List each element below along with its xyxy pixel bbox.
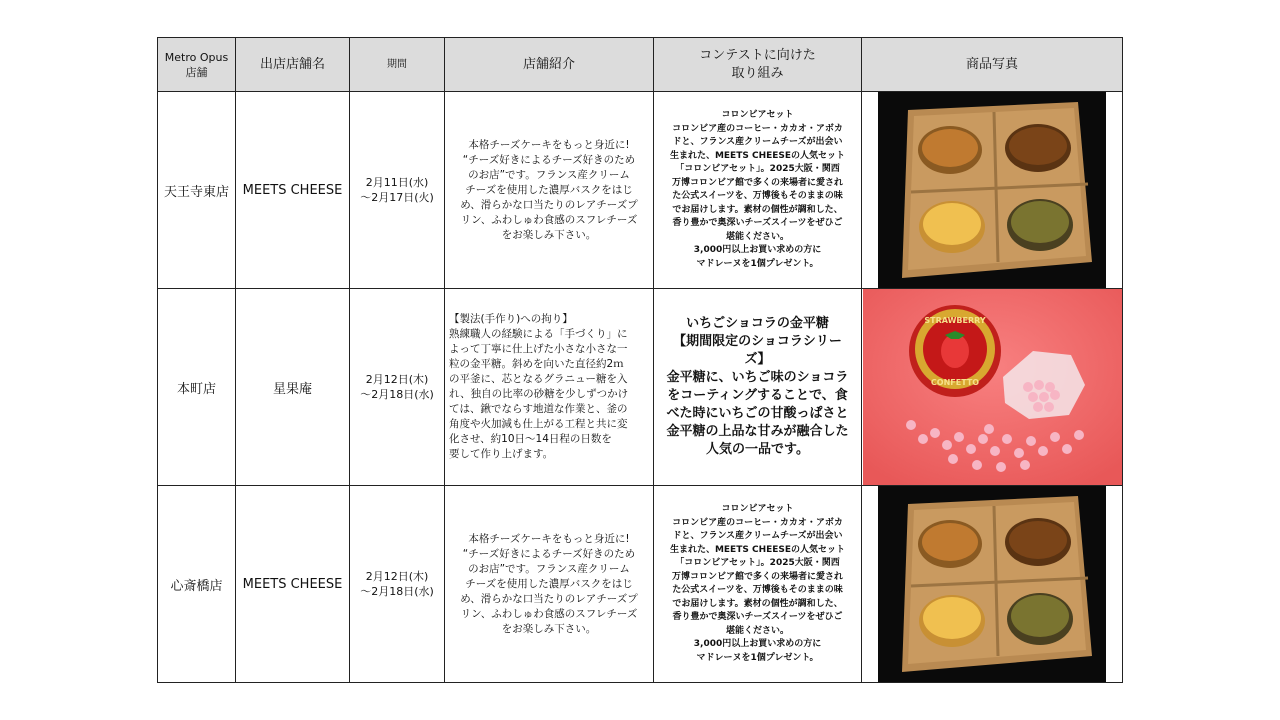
cheesecake-box-photo: [878, 92, 1106, 288]
table-row: [158, 486, 1123, 683]
store-cell: 本町店: [158, 289, 236, 486]
strawberry-konpeito-photo: [863, 289, 1122, 485]
store-table: [157, 37, 1123, 683]
header-shop-name: 出店店舗名: [236, 38, 350, 92]
header-intro: 店舗紹介: [445, 38, 654, 92]
intro-cell: 本格チーズケーキをもっと身近に! “チーズ好きによるチーズ好きのため のお店”です。フランス産クリーム チーズを使用した濃厚バスクをはじ め、滑らかな口当たりのレアチーズプ リン、ふわしゅわ食感のスフレチーズ をお楽しみ下さい。: [445, 92, 654, 289]
contest-cell: コロンビアセット コロンビア産のコーヒー・カカオ・アボカ ドと、フランス産クリームチーズが出会い 生まれた、MEETS CHEESEの人気セット 「コロンビアセット」。2025大阪・関西 万博コロンビア館で多くの来場者に愛され た公式スイーツを、万博後もそのままの味 でお届けします。素材の個性が調和した、 香り豊かで奥深いチーズスイーツをぜひご 堪能ください。 3,000円以上お買い求めの方に マドレーヌを1個プレゼント。: [654, 486, 862, 683]
shop-cell: MEETS CHEESE: [236, 92, 350, 289]
header-photo: 商品写真: [862, 38, 1123, 92]
header-metro-store: Metro Opus 店舗: [158, 38, 236, 92]
shop-cell: 星果庵: [236, 289, 350, 486]
intro-cell: 【製法(手作り)への拘り】 熟練職人の経験による「手づくり」に よって丁寧に仕上げた小さな小さな一 粒の金平糖。斜めを向いた直径約2ｍ の平釜に、芯となるグラニュー糖を入 れ、独自の比率の砂糖を少しずつかけ ては、鍬でならす地道な作業と、釜の 角度や火加減も仕上がる工程と共に変 化させ、約10日～14日程の日数を 要して作り上げます。: [445, 289, 654, 486]
period-cell: 2月11日(水) ～2月17日(火): [350, 92, 445, 289]
shop-cell: MEETS CHEESE: [236, 486, 350, 683]
table-row: [158, 289, 1123, 486]
photo-cell: [862, 486, 1123, 683]
period-cell: 2月12日(木) ～2月18日(水): [350, 289, 445, 486]
period-cell: 2月12日(木) ～2月18日(水): [350, 486, 445, 683]
intro-cell: 本格チーズケーキをもっと身近に! “チーズ好きによるチーズ好きのため のお店”です。フランス産クリーム チーズを使用した濃厚バスクをはじ め、滑らかな口当たりのレアチーズプ リン、ふわしゅわ食感のスフレチーズ をお楽しみ下さい。: [445, 486, 654, 683]
cheesecake-box-photo: [878, 486, 1106, 682]
store-cell: 天王寺東店: [158, 92, 236, 289]
photo-cell: [862, 92, 1123, 289]
header-row: [158, 38, 1123, 92]
tin-label: CONFETTO: [930, 378, 979, 387]
table-row: [158, 92, 1123, 289]
store-cell: 心斎橋店: [158, 486, 236, 683]
contest-cell: いちごショコラの金平糖 【期間限定のショコラシリー ズ】 金平糖に、いちご味のショコラ をコーティングすることで、食 べた時にいちごの甘酸っぱさと 金平糖の上品な甘みが融合した 人気の一品です。: [654, 289, 862, 486]
header-contest: コンテストに向けた 取り組み: [654, 38, 862, 92]
photo-cell: [862, 289, 1123, 486]
contest-cell: コロンビアセット コロンビア産のコーヒー・カカオ・アボカ ドと、フランス産クリームチーズが出会い 生まれた、MEETS CHEESEの人気セット 「コロンビアセット」。2025大阪・関西 万博コロンビア館で多くの来場者に愛され た公式スイーツを、万博後もそのままの味 でお届けします。素材の個性が調和した、 香り豊かで奥深いチーズスイーツをぜひご 堪能ください。 3,000円以上お買い求めの方に マドレーヌを1個プレゼント。: [654, 92, 862, 289]
tin-label: STRAWBERRY: [923, 316, 986, 325]
header-period: 期間: [350, 38, 445, 92]
